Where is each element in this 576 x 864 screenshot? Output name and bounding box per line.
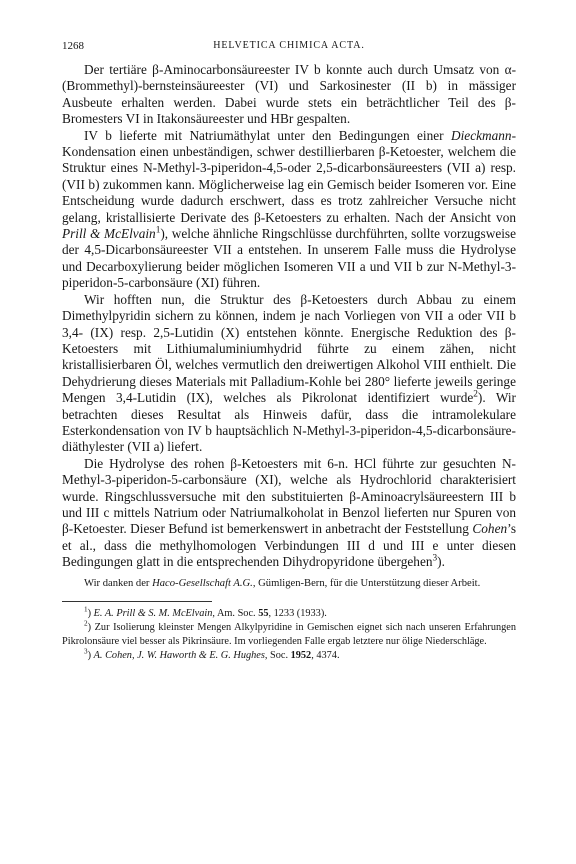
footnote-ref-2: 2	[473, 389, 478, 400]
footnote-divider	[62, 601, 212, 602]
body-text	[62, 62, 516, 571]
document-page	[62, 40, 516, 663]
footnotes	[62, 607, 516, 662]
author-name: Cohen	[472, 521, 508, 537]
paragraph-1: Der tertiäre β-Aminocarbonsäureester IV b konnte auch durch Umsatz von α-(Brommethyl)-bernsteinsäureester (VI) und Sarkosinester (II b) in mässiger Ausbeute erhalten werden. Dabei wurde stets ein beträchtlicher Teil des β-Bromesters VI in Itakonsäureester und HBr gespalten.	[62, 62, 516, 127]
paragraph-2: IV b lieferte mit Natriumäthylat unter den Bedingungen einer Dieckmann-Kondensation einen unbeständigen, schwer destillierbaren β-Ketoester, welchem die Struktur eines N-Methyl-3-piperidon-4,5-oder 2,5-dicarbonsäureesters (VII a) resp. (VII b) zukommen kann. Möglicherweise lag ein Gemisch beider Isomeren vor. Eine Entscheidung wurde dadurch erschwert, dass es trotz zahlreicher Versuche nicht gelang, kristallisierte Derivate des β-Ketoesters zu erhalten. Nach der Ansicht von Prill & McElvain$^1$), welche ähnliche Ringschlüsse durchführten, sollte vorzugsweise der 4,5-Dicarbonsäureester VII a entstehen. In unserem Falle muss die Hydrolyse und Decarboxylierung beider möglichen Isomeren VII a und VII b zur N-Methyl-3-piperidon-5-carbonsäure (XI) führen.	[62, 127, 517, 291]
paragraph-3: Wir hofften nun, die Struktur des β-Ketoesters durch Abbau zu einem Dimethylpyridin sichern zu können, indem je nach Vorliegen von VII a oder VII b 3,4- (IX) resp. 2,5-Lutidin (X) entstehen könnte. Energische Reduktion des β-Ketoesters mit Lithiumaluminiumhydrid führte zu einem zähen, nicht kristallisierbaren Öl, welches vermutlich den dreiwertigen Alkohol VIII enthielt. Die Dehydrierung dieses Materials mit Palladium-Kohle bei 280° lieferte jeweils geringe Mengen 3,4-Lutidin (IX), welches als Pikrolonat identifiziert wurde$^2$). Wir betrachten dieses Resultat als Hinweis dafür, dass die intramolekulare Esterkondensation von IV b hauptsächlich N-Methyl-3-piperidon-4,5-dicarbonsäure-diäthylester (VII a) liefert.	[62, 291, 516, 455]
footnote-1: $^1$) E. A. Prill & S. M. McElvain, Am. Soc. 55, 1233 (1933).	[84, 605, 327, 620]
author-names: Prill & McElvain	[62, 226, 156, 242]
journal-title: HELVETICA CHIMICA ACTA.	[213, 40, 365, 51]
paragraph-4: Die Hydrolyse des rohen β-Ketoesters mit 6-n. HCl führte zur gesuchten N-Methyl-3-piperidon-5-carbonsäure (XI), welche als Hydrochlorid charakterisiert wurde. Ringschlussversuche mit den substituierten β-Aminoacrylsäureestern III b und III c mittels Natrium oder Natriumalkoholat in Benzol lieferten nur Spuren von β-Ketoester. Dieser Befund ist bemerkenswert in anbetracht der Feststellung Cohen’s et al., dass die methylhomologen Verbindungen III d und III e unter diesen Bedingungen glatt in die entsprechenden Dihydropyridone übergehen$^3$).	[62, 455, 516, 570]
footnote-ref-3: 3	[432, 553, 438, 564]
running-header	[62, 40, 516, 62]
footnote-3: $^3$) A. Cohen, J. W. Haworth & E. G. Hughes, Soc. 1952, 4374.	[84, 647, 340, 661]
footnote-ref-1: 1	[155, 225, 161, 236]
company-name: Haco-Gesellschaft A.G.	[152, 577, 253, 589]
author-name: Dieckmann	[451, 127, 512, 143]
page-number: 1268	[62, 40, 84, 52]
footnote-2: $^2$) Zur Isolierung kleinster Mengen Alkylpyridine in Gemischen eignet sich nach unseren Erfahrungen Pikrolonsäure viel besser als Pikrinsäure. Im vorliegenden Falle ergab letztere nur ölige Niederschläge.	[62, 619, 516, 647]
acknowledgement: Wir danken der Haco-Gesellschaft A.G., Gümligen-Bern, für die Unterstützung dieser Arbeit.	[84, 577, 481, 589]
